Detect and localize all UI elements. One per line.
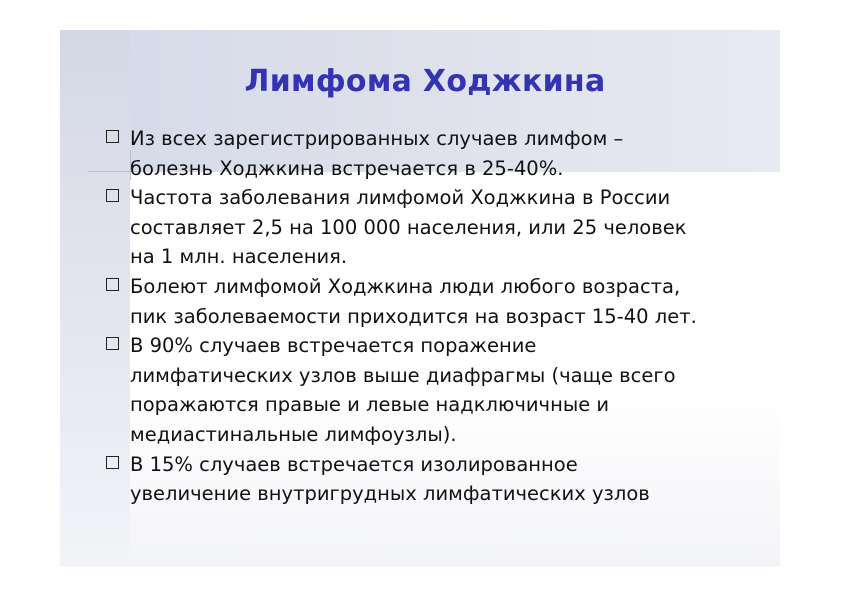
hollow-square-icon [106,130,119,143]
bullet-item [104,124,764,183]
bullet-text: Болеют лимфомой Ходжкина люди любого возраста, пик заболеваемости приходится на возраст 15-40 лет. [130,274,697,328]
bullet-text: Из всех зарегистрированных случаев лимфом – болезнь Ходжкина встречается в 25-40%. [130,127,624,180]
bullet-item [104,450,764,509]
bullet-text: Частота заболевания лимфомой Ходжкина в России составляет 2,5 на 100 000 населения, или 25 человек на 1 млн. населения. [130,186,687,269]
hollow-square-icon [106,278,119,291]
hollow-square-icon [106,337,119,350]
slide-title: Лимфома Ходжкина [244,64,606,99]
bullet-list [104,124,764,509]
hollow-square-icon [106,456,119,469]
bullet-item [104,183,764,272]
bullet-item [104,331,764,449]
bullet-text: В 15% случаев встречается изолированное увеличение внутригрудных лимфатических узлов [130,452,650,506]
bullet-item [104,272,764,331]
hollow-square-icon [106,189,119,202]
bullet-text: В 90% случаев встречается поражение лимфатических узлов выше диафрагмы (чаще всего поражаются правые и левые надключичные и медиастинальные лимфоузлы). [130,334,676,446]
